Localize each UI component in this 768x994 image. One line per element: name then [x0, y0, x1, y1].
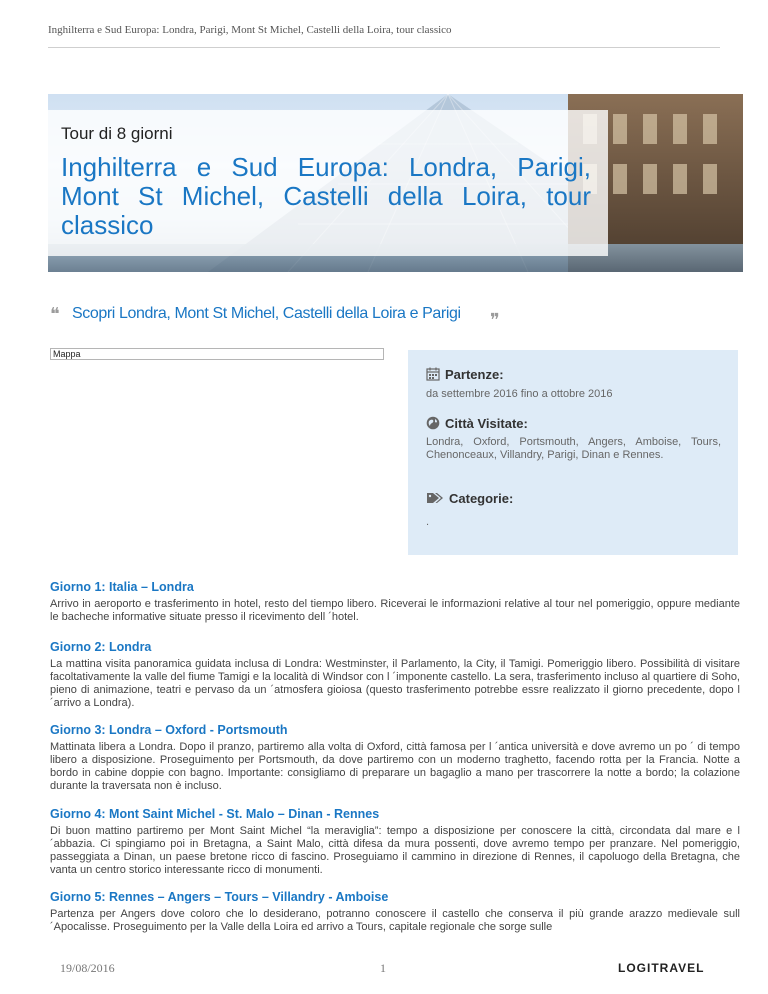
close-quote-icon: ❞	[490, 310, 500, 331]
cities-value: Londra, Oxford, Portsmouth, Angers, Amboise, Tours, Chenonceaux, Villandry, Parigi, Dinan e Rennes.	[426, 436, 721, 461]
departures-heading	[426, 367, 504, 382]
logitravel-logo: LOGITRAVEL	[618, 961, 705, 975]
globe-icon	[426, 416, 440, 430]
day-description: Di buon mattino partiremo per Mont Saint Michel “la meraviglia”: tempo a disposizione per conoscere la città, circondata dal mare e l ´abbazia. Ci spingiamo poi in Bretagna, a Saint Malo, città difesa da mura possenti, dove avremo tempo per pranzare. Nel pomeriggio, passeggiata a Dinan, un paese bretone ricco di fascino. Proseguiamo il cammino in direzione di Rennes, il capoluogo della Bretagna, che vanta un centro storico interessante ricco di monumenti.	[50, 825, 740, 876]
tour-info-box	[408, 350, 738, 555]
tagline: Scopri Londra, Mont St Michel, Castelli della Loira e Parigi	[72, 305, 461, 322]
cities-heading	[426, 416, 528, 431]
itinerary-day	[50, 580, 740, 624]
day-title: Giorno 2: Londra	[50, 640, 152, 654]
tags-icon	[426, 491, 444, 505]
calendar-icon	[426, 367, 440, 381]
hero-banner	[48, 94, 743, 272]
header-divider	[48, 47, 720, 48]
itinerary-day	[50, 807, 740, 877]
tour-duration: Tour di 8 giorni	[61, 124, 173, 143]
running-header-title: Inghilterra e Sud Europa: Londra, Parigi, Mont St Michel, Castelli della Loira, tour classico	[48, 24, 452, 36]
itinerary-day	[50, 723, 740, 793]
footer-date: 19/08/2016	[60, 961, 115, 975]
day-description: Arrivo in aeroporto e trasferimento in hotel, resto del tiempo libero. Riceverai le informazioni relative al tour nel pomeriggio, oppure mediante le bacheche informative situate presso il ricevimento dell ´hotel.	[50, 598, 740, 623]
itinerary-day	[50, 640, 740, 710]
page-title: Inghilterra e Sud Europa: Londra, Parigi, Mont St Michel, Castelli della Loira, tour classico	[61, 152, 591, 240]
page-number: 1	[380, 961, 386, 975]
categories-label: Categorie:	[449, 491, 514, 506]
departures-value: da settembre 2016 fino a ottobre 2016	[426, 388, 613, 400]
open-quote-icon: ❝	[50, 304, 60, 325]
departures-label: Partenze:	[445, 367, 504, 382]
categories-value: .	[426, 516, 430, 528]
itinerary-day	[50, 890, 740, 934]
map-placeholder: Mappa	[50, 348, 384, 360]
categories-heading	[426, 491, 513, 506]
hero-title-panel	[48, 110, 608, 256]
day-description: La mattina visita panoramica guidata inclusa di Londra: Westminster, il Parlamento, la City, il Tamigi. Pomeriggio libero. Possibilità di visitare facoltativamente la valle del fiume Tamigi e la località di Windsor con l ´imponente castello. La sera, trasferimento incluso al quartiere di Soho, pieno di animazione, teatri e pervaso da un ´atmosfera gioiosa (questo trasferimento potrebbe essre realizzato il giorno precedente, dopo l ´arrivo a Londra).	[50, 658, 740, 709]
day-title: Giorno 5: Rennes – Angers – Tours – Villandry - Amboise	[50, 890, 389, 904]
day-description: Partenza per Angers dove coloro che lo desiderano, potranno conoscere il castello che conserva il più grande arazzo medievale sull ´Apocalisse. Proseguimento per la Valle della Loira ed arrivo a Tours, capitale regionale che sorge sulle	[50, 908, 740, 933]
day-description: Mattinata libera a Londra. Dopo il pranzo, partiremo alla volta di Oxford, città famosa per l ´antica università e dove avremo un po ´ di tempo libero a disposizione. Proseguimento per Portsmouth, da dove partiremo con un moderno traghetto, facendo rotta per la Francia. Notte a bordo in cabine doppie con bagno. Importante: consigliamo di preparare un bagaglio a mano per trascorrere la notte a bordo; la colazione durante la traversata non è incluso.	[50, 741, 740, 792]
day-title: Giorno 4: Mont Saint Michel - St. Malo – Dinan - Rennes	[50, 807, 380, 821]
day-title: Giorno 3: Londra – Oxford - Portsmouth	[50, 723, 288, 737]
cities-label: Città Visitate:	[445, 416, 528, 431]
day-title: Giorno 1: Italia – Londra	[50, 580, 194, 594]
